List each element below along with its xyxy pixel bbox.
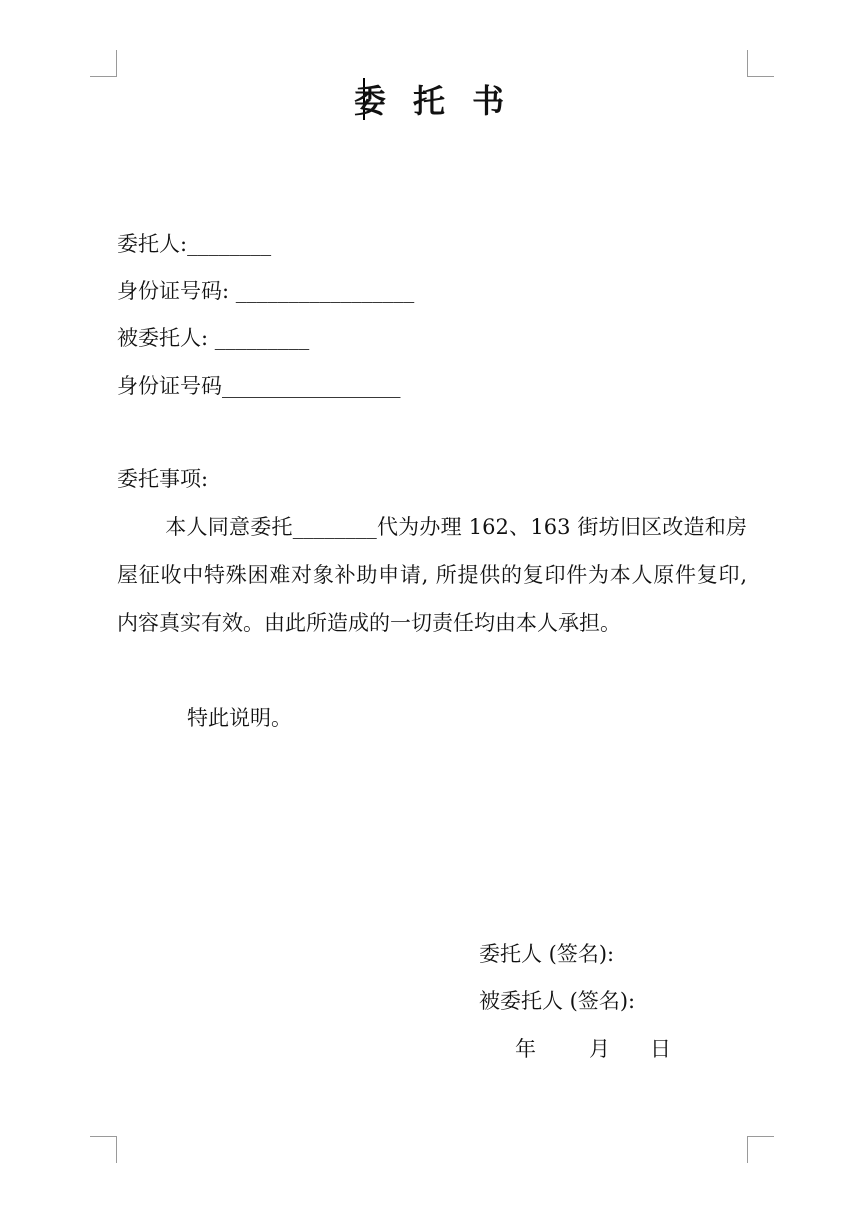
crop-mark-bottom-left bbox=[90, 1136, 117, 1163]
document-title[interactable]: 委 托 书 bbox=[353, 82, 513, 120]
agent-signature-line[interactable]: 被委托人 (签名): bbox=[479, 989, 636, 1013]
date-month-label[interactable]: 月 bbox=[589, 1037, 610, 1061]
crop-mark-bottom-right bbox=[747, 1136, 774, 1163]
principal-signature-line[interactable]: 委托人 (签名): bbox=[479, 942, 615, 966]
crop-mark-top-right bbox=[747, 50, 774, 77]
date-year-label[interactable]: 年 bbox=[515, 1037, 536, 1061]
principal-field[interactable]: 委托人:________ bbox=[117, 232, 272, 256]
matter-heading[interactable]: 委托事项: bbox=[117, 467, 209, 491]
crop-mark-top-left bbox=[90, 50, 117, 77]
closing-statement[interactable]: 特此说明。 bbox=[187, 706, 292, 730]
principal-id-field[interactable]: 身份证号码: _________________ bbox=[117, 279, 415, 303]
body-text[interactable]: 本人同意委托________代为办理 162、163 街坊旧区改造和房屋征收中特殊困难对象补助申请, 所提供的复印件为本人原件复印, 内容真实有效。由此所造成的一切责任均由本人承担。 bbox=[117, 515, 747, 635]
date-day-label[interactable]: 日 bbox=[650, 1037, 671, 1061]
agent-id-field[interactable]: 身份证号码_________________ bbox=[117, 374, 401, 398]
body-paragraph[interactable] bbox=[117, 503, 747, 647]
agent-field[interactable]: 被委托人: _________ bbox=[117, 326, 310, 350]
